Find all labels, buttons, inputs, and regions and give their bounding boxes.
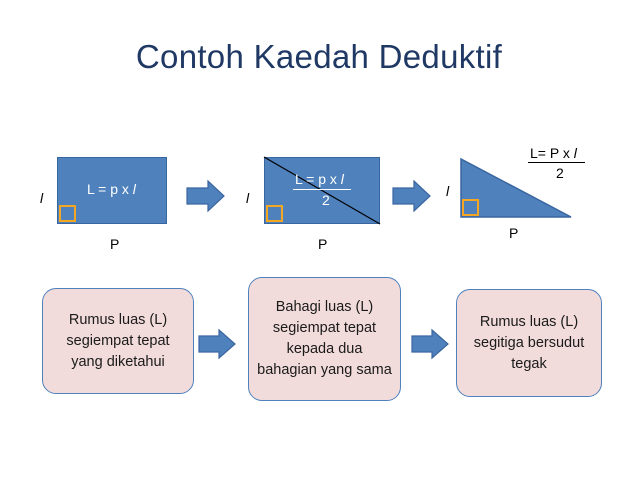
- right-arrow-icon: [186, 180, 226, 212]
- fraction-denominator: 2: [322, 192, 330, 208]
- fraction-denominator: 2: [556, 165, 564, 181]
- step-box-divide-rectangle: Bahagi luas (L) segiempat tepat kepada dua bahagian yang sama: [248, 277, 401, 401]
- right-angle-marker: [59, 205, 76, 222]
- side-label: l: [40, 190, 44, 206]
- half-rectangle-formula: L = p x l: [295, 171, 344, 187]
- base-label: P: [318, 236, 328, 252]
- fraction-line: [293, 189, 351, 190]
- triangle-area-formula: L= P x l: [530, 145, 577, 161]
- fraction-line: [528, 162, 585, 163]
- right-arrow-icon: [392, 180, 432, 212]
- step-box-triangle-formula: Rumus luas (L) segitiga bersudut tegak: [456, 289, 602, 397]
- right-arrow-icon: [411, 329, 449, 359]
- base-label: P: [509, 225, 519, 241]
- side-label: l: [246, 190, 250, 206]
- side-label: l: [446, 183, 450, 199]
- slide-title: Contoh Kaedah Deduktif: [135, 38, 503, 75]
- right-angle-marker: [462, 199, 479, 216]
- base-label: P: [110, 236, 120, 252]
- rectangle-area-formula: L = p x l: [87, 181, 136, 197]
- step-box-known-rectangle-formula: Rumus luas (L) segiempat tepat yang diketahui: [42, 288, 194, 394]
- right-arrow-icon: [198, 329, 236, 359]
- right-angle-marker: [266, 205, 283, 222]
